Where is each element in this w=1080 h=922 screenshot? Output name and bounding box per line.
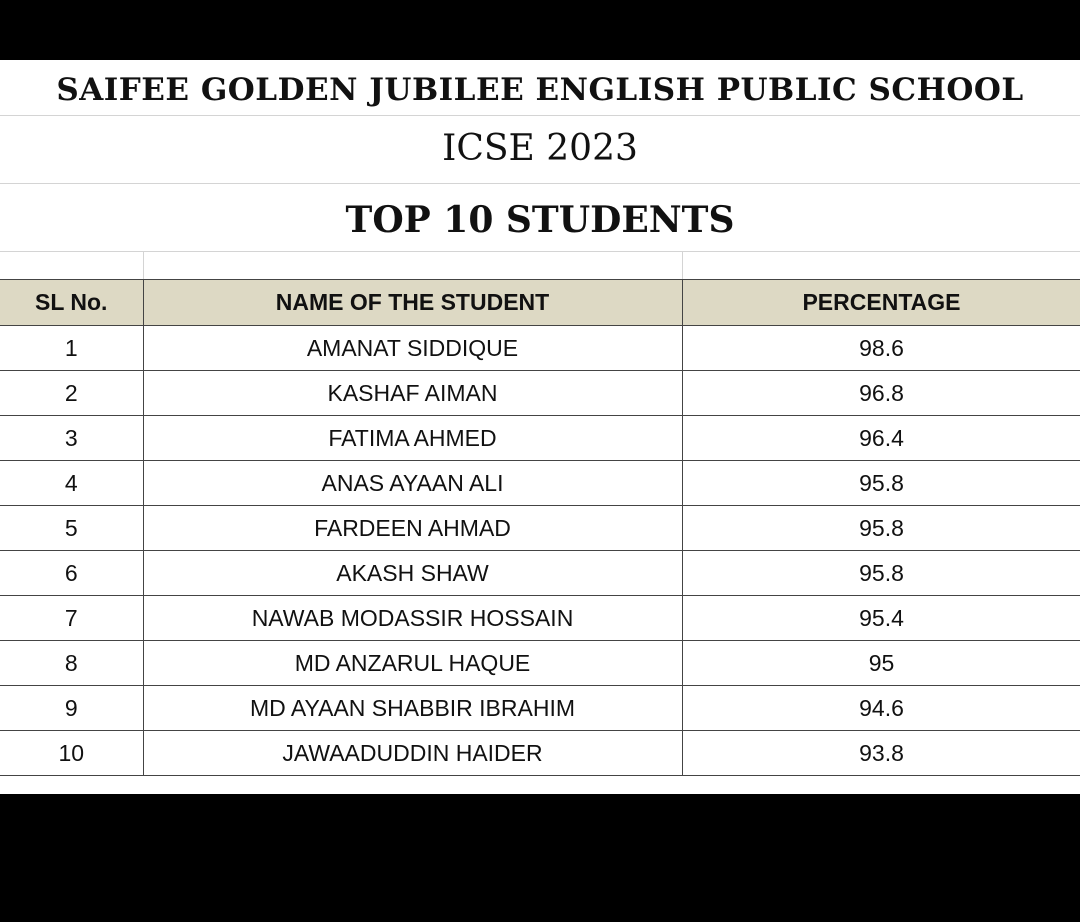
table-row <box>0 641 1080 686</box>
table-row <box>0 461 1080 506</box>
table-row <box>0 326 1080 371</box>
table-row <box>0 371 1080 416</box>
sl-cell: 3 <box>0 416 143 461</box>
table-row <box>0 686 1080 731</box>
name-cell: NAWAB MODASSIR HOSSAIN <box>143 596 682 641</box>
percentage-cell: 95.8 <box>682 461 1080 506</box>
percentage-cell: 95.4 <box>682 596 1080 641</box>
column-header-name: NAME OF THE STUDENT <box>143 280 682 326</box>
percentage-cell: 96.4 <box>682 416 1080 461</box>
sl-cell: 10 <box>0 731 143 776</box>
name-cell: MD ANZARUL HAQUE <box>143 641 682 686</box>
sl-cell: 5 <box>0 506 143 551</box>
table-row <box>0 416 1080 461</box>
name-cell: FARDEEN AHMAD <box>143 506 682 551</box>
name-cell: AKASH SHAW <box>143 551 682 596</box>
page-subtitle: TOP 10 STUDENTS <box>0 183 1080 252</box>
name-cell: FATIMA AHMED <box>143 416 682 461</box>
percentage-cell: 96.8 <box>682 371 1080 416</box>
column-header-percentage: PERCENTAGE <box>682 280 1080 326</box>
results-sheet <box>0 60 1080 794</box>
name-cell: JAWAADUDDIN HAIDER <box>143 731 682 776</box>
sl-cell: 7 <box>0 596 143 641</box>
percentage-cell: 94.6 <box>682 686 1080 731</box>
table-row <box>0 731 1080 776</box>
table-header-row <box>0 280 1080 326</box>
percentage-cell: 93.8 <box>682 731 1080 776</box>
sl-cell: 8 <box>0 641 143 686</box>
sl-cell: 6 <box>0 551 143 596</box>
table-row <box>0 506 1080 551</box>
percentage-cell: 95.8 <box>682 551 1080 596</box>
sl-cell: 4 <box>0 461 143 506</box>
name-cell: KASHAF AIMAN <box>143 371 682 416</box>
name-cell: MD AYAAN SHABBIR IBRAHIM <box>143 686 682 731</box>
column-header-sl: SL No. <box>0 280 143 326</box>
percentage-cell: 98.6 <box>682 326 1080 371</box>
table-row <box>0 551 1080 596</box>
spacer-row <box>0 251 1080 280</box>
sl-cell: 2 <box>0 371 143 416</box>
sl-cell: 1 <box>0 326 143 371</box>
percentage-cell: 95.8 <box>682 506 1080 551</box>
percentage-cell: 95 <box>682 641 1080 686</box>
name-cell: AMANAT SIDDIQUE <box>143 326 682 371</box>
school-name: SAIFEE GOLDEN JUBILEE ENGLISH PUBLIC SCHOOL <box>0 60 1080 116</box>
exam-title: ICSE 2023 <box>0 115 1080 184</box>
name-cell: ANAS AYAAN ALI <box>143 461 682 506</box>
table-row <box>0 596 1080 641</box>
sl-cell: 9 <box>0 686 143 731</box>
results-table <box>0 279 1080 776</box>
